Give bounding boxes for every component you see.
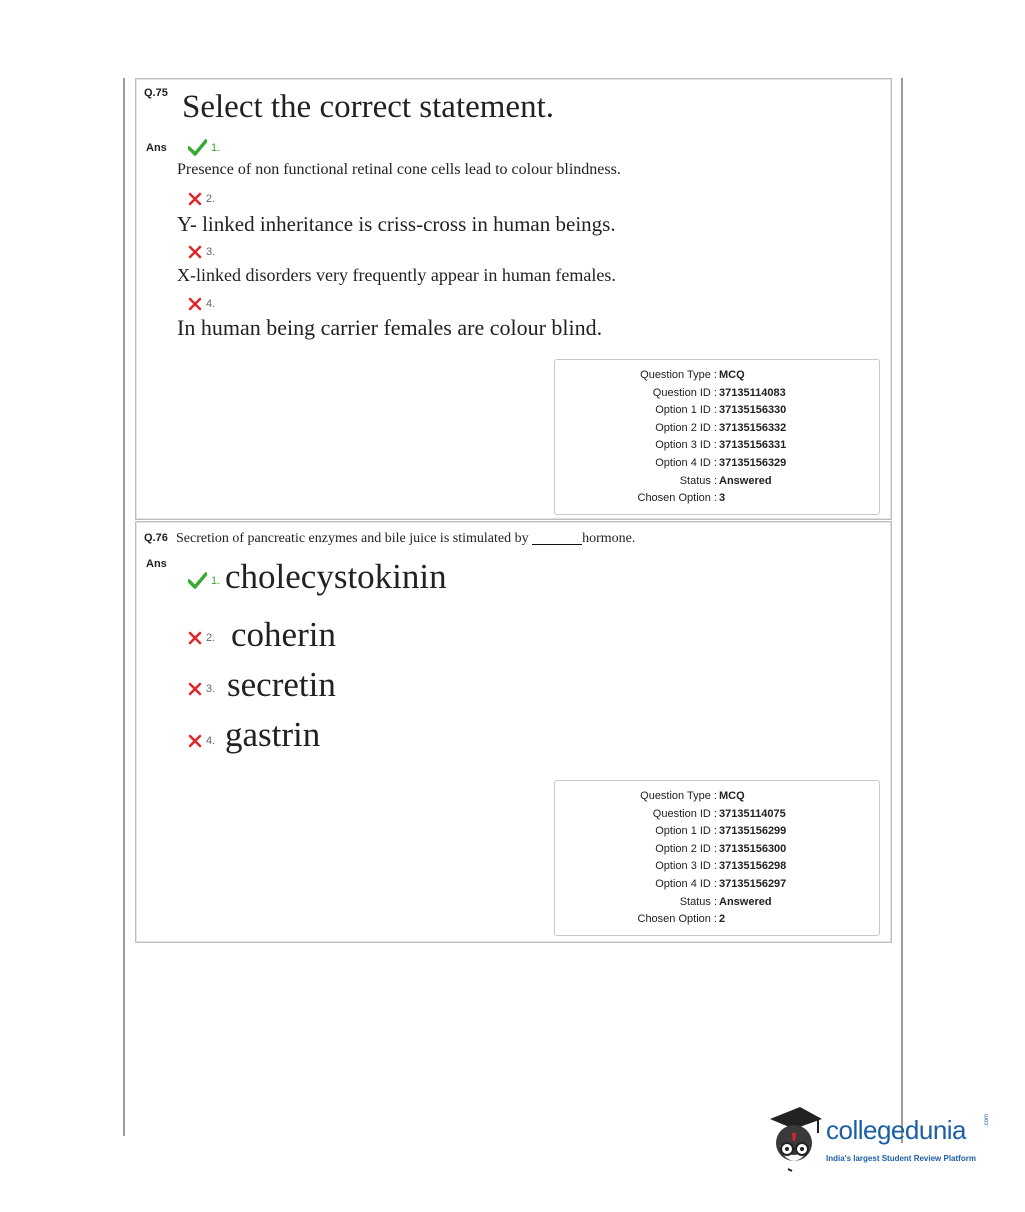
option-3-text: secretin <box>227 665 336 704</box>
option-2-marker <box>188 631 215 645</box>
right-page-border <box>901 78 903 1143</box>
option-number: 4. <box>206 735 216 747</box>
option-2-text: Y- linked inheritance is criss-cross in human beings. <box>177 212 616 236</box>
check-icon <box>188 572 207 589</box>
option-number: 1. <box>211 574 221 587</box>
option-number: 2. <box>206 632 216 644</box>
cross-icon <box>188 631 202 645</box>
answer-label: Ans <box>146 142 167 154</box>
question-info-box: Question Type : MCQ Question ID : 37135114075 Option 1 ID : 37135156299 Option 2 ID : 37135156300 Option 3 ID : 37135156298 Option 4 ID : 37135156297 Status : Answered Chosen Option : 2 <box>554 780 880 936</box>
option-number: 4. <box>206 298 216 310</box>
check-icon <box>188 139 207 156</box>
cross-icon <box>188 192 202 206</box>
option-3-text: X-linked disorders very frequently appear in human females. <box>177 265 616 285</box>
question-text-start: Secretion of pancreatic enzymes and bile juice is stimulated by <box>176 531 529 546</box>
option-1-marker <box>188 572 220 589</box>
question-76-panel <box>135 521 892 943</box>
option-4-marker <box>188 297 215 311</box>
option-number: 3. <box>206 246 216 258</box>
option-4-text: gastrin <box>225 715 321 754</box>
option-number: 2. <box>206 193 216 205</box>
brand-name: collegedunia <box>826 1115 967 1145</box>
option-3-marker <box>188 682 215 696</box>
option-1-marker <box>188 139 220 156</box>
question-75-panel <box>135 78 892 520</box>
cross-icon <box>188 297 202 311</box>
question-text-end: hormone. <box>582 531 636 546</box>
question-text <box>176 531 635 547</box>
brand-tagline: India's largest Student Review Platform <box>826 1154 976 1163</box>
collegedunia-logo <box>766 1105 996 1175</box>
answer-label: Ans <box>146 558 167 570</box>
option-1-text: Presence of non functional retinal cone cells lead to colour blindness. <box>177 161 621 178</box>
option-1-text: cholecystokinin <box>225 557 447 596</box>
graduate-mascot-icon <box>766 1105 824 1178</box>
cross-icon <box>188 245 202 259</box>
cross-icon <box>188 682 202 696</box>
option-2-text: coherin <box>231 615 336 654</box>
option-4-text: In human being carrier females are colour blind. <box>177 315 603 340</box>
question-text: Select the correct statement. <box>182 89 554 125</box>
option-number: 1. <box>211 141 221 154</box>
cross-icon <box>188 734 202 748</box>
brand-domain-suffix: .com <box>984 1113 990 1127</box>
answer-blank <box>532 544 582 545</box>
option-2-marker <box>188 192 215 206</box>
option-3-marker <box>188 245 215 259</box>
question-info-box: Question Type : MCQ Question ID : 37135114083 Option 1 ID : 37135156330 Option 2 ID : 37135156332 Option 3 ID : 37135156331 Option 4 ID : 37135156329 Status : Answered Chosen Option : 3 <box>554 359 880 515</box>
question-number: Q.76 <box>144 532 168 544</box>
option-number: 3. <box>206 683 216 695</box>
option-4-marker <box>188 734 215 748</box>
question-number: Q.75 <box>144 87 168 99</box>
left-page-border <box>123 78 125 1136</box>
